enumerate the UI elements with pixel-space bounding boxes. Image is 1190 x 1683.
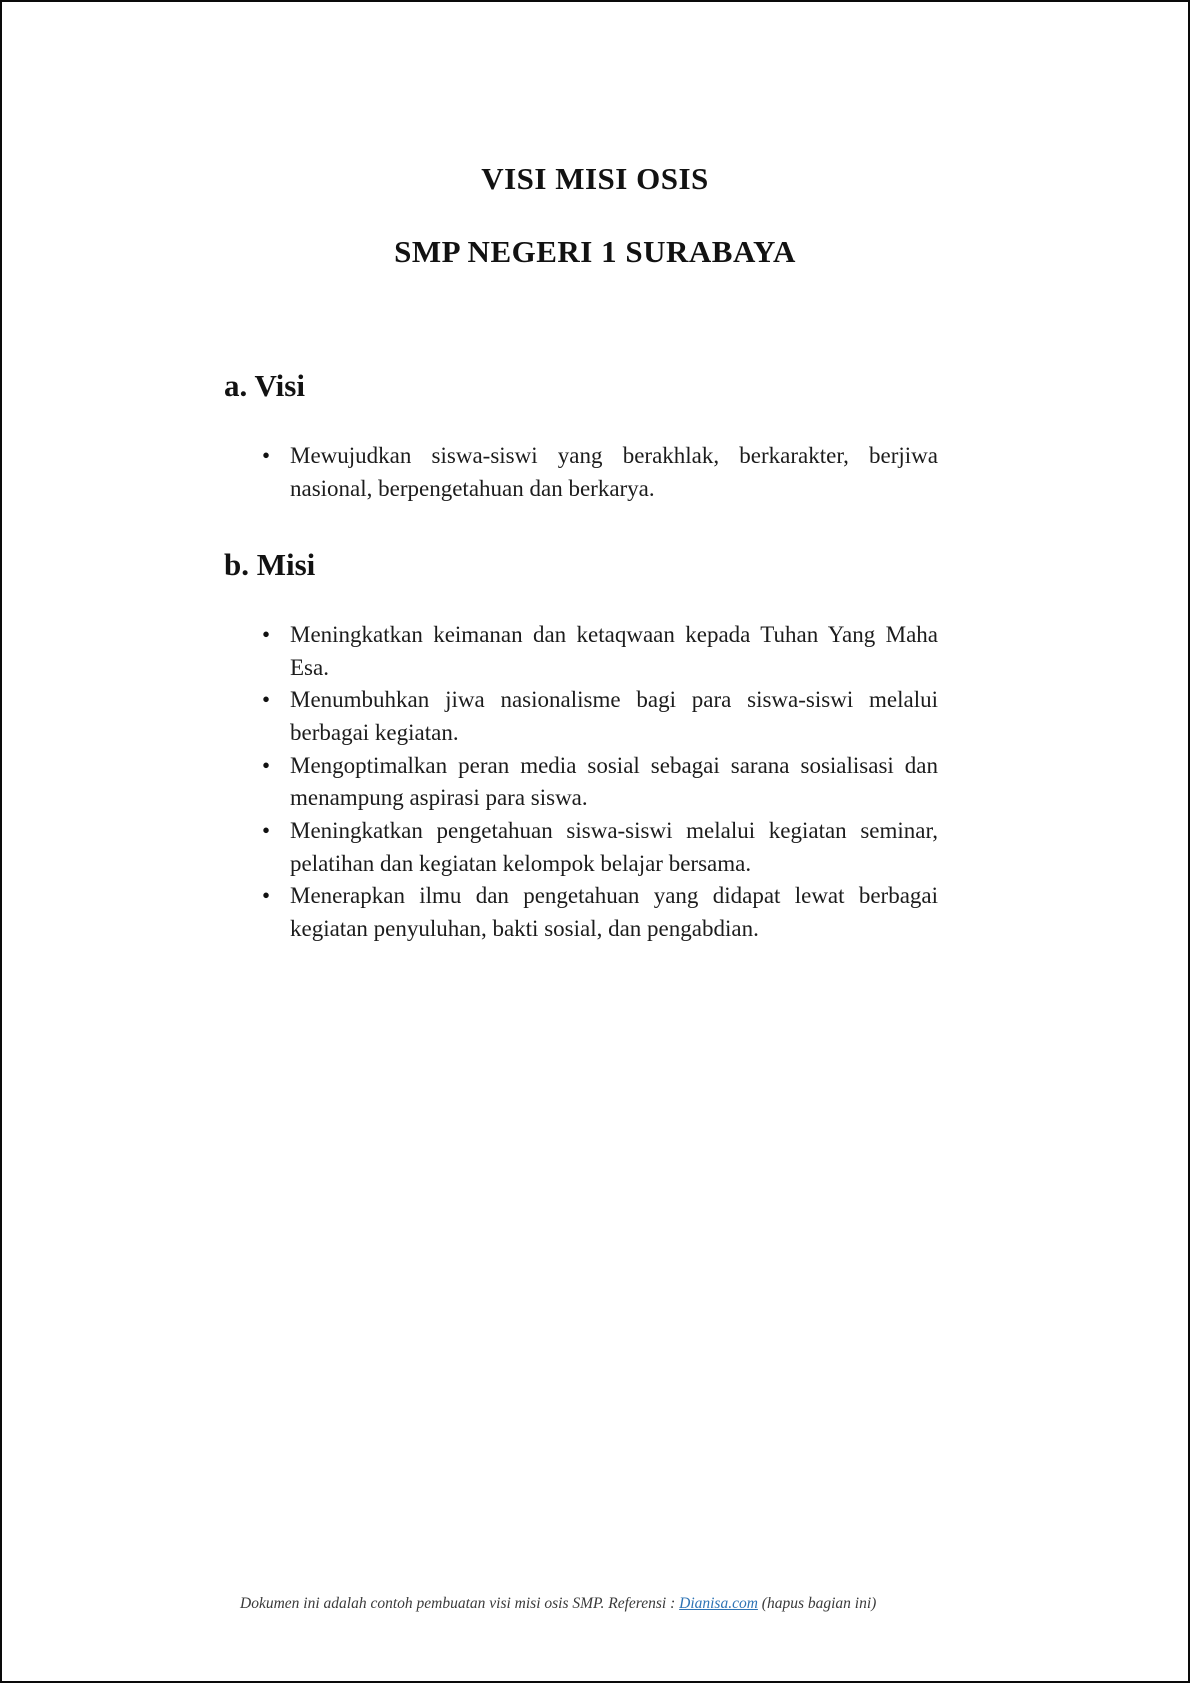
list-item-text: Mewujudkan siswa-siswi yang berakhlak, berkarakter, berjiwa nasional, berpengetahuan dan berkarya. [290,443,938,501]
list-item [224,440,938,505]
list-item [224,880,938,945]
list-item [224,619,938,684]
list-item-text: Menumbuhkan jiwa nasionalisme bagi para siswa-siswi melalui berbagai kegiatan. [290,687,938,745]
footer-note-suffix: (hapus bagian ini) [757,1595,877,1612]
list-item-text: Menerapkan ilmu dan pengetahuan yang didapat lewat berbagai kegiatan penyuluhan, bakti sosial, dan pengabdian. [290,883,938,941]
section-visi-heading: a. Visi [224,368,305,404]
misi-bullet-list [224,619,938,946]
document-title-line2: SMP NEGERI 1 SURABAYA [394,234,796,270]
bullet-icon: • [262,817,271,843]
visi-bullet-list [224,440,938,505]
bullet-icon: • [262,687,271,713]
footer-reference-link[interactable]: Dianisa.com [679,1595,758,1612]
document-title-line1: VISI MISI OSIS [481,161,709,196]
title-block [2,2,1188,270]
bullet-icon: • [262,621,271,647]
list-item [224,684,938,749]
document-body [224,368,938,945]
list-item [224,815,938,880]
list-item-text: Meningkatkan pengetahuan siswa-siswi melalui kegiatan seminar, pelatihan dan kegiatan kelompok belajar bersama. [290,817,938,876]
footer-note [240,1595,876,1613]
footer-note-prefix: Dokumen ini adalah contoh pembuatan visi misi osis SMP. Referensi : [240,1595,680,1612]
bullet-icon: • [262,883,271,909]
bullet-icon: • [262,752,271,778]
list-item [224,750,938,815]
list-item-text: Mengoptimalkan peran media sosial sebagai sarana sosialisasi dan menampung aspirasi para siswa. [290,752,938,811]
bullet-icon: • [262,443,271,469]
section-misi-heading: b. Misi [224,547,316,583]
list-item-text: Meningkatkan keimanan dan ketaqwaan kepada Tuhan Yang Maha Esa. [290,621,938,680]
